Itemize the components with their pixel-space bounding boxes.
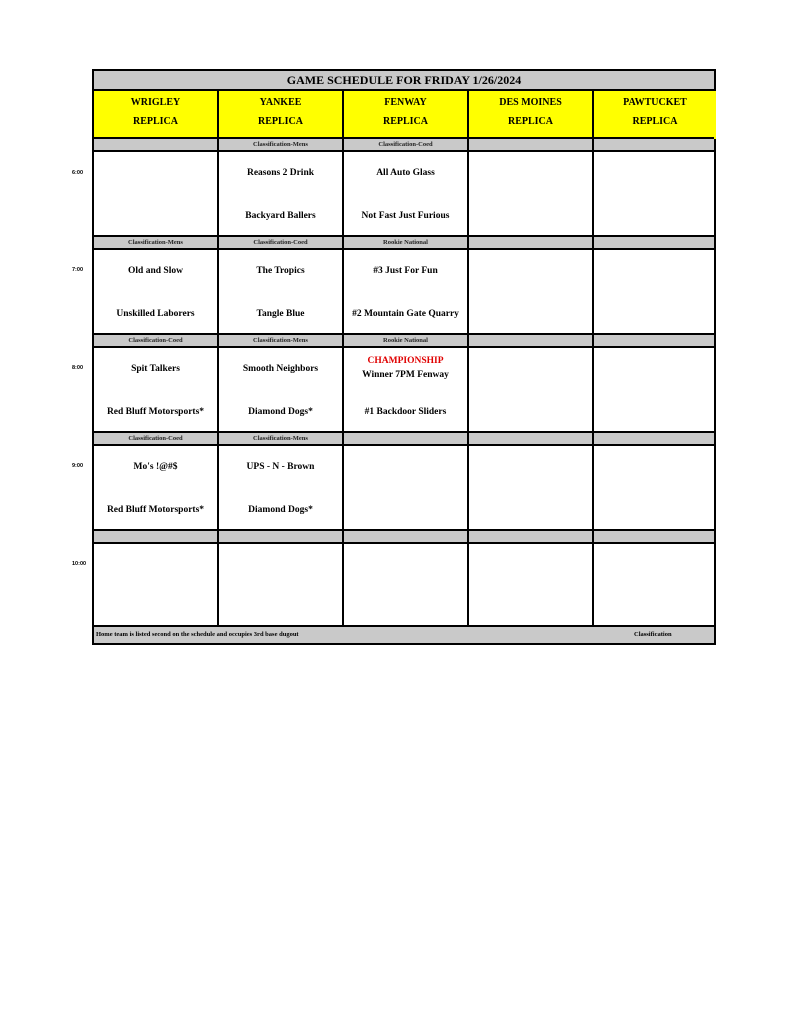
classification-label [594, 237, 716, 248]
classification-label [469, 237, 594, 248]
championship-label: CHAMPIONSHIP [367, 356, 444, 366]
field-header-fenway [344, 91, 469, 139]
team-home: Diamond Dogs* [248, 505, 313, 515]
team-away: #3 Just For Fun [373, 266, 438, 276]
game-cell [344, 446, 469, 529]
classification-label [219, 531, 344, 542]
field-sub: REPLICA [632, 116, 678, 127]
field-header-yankee [219, 91, 344, 139]
game-cell [469, 446, 594, 529]
classification-label [344, 433, 469, 444]
classification-label: Rookie National [344, 335, 469, 346]
classification-label: Classification-Mens [219, 335, 344, 346]
team-home: Backyard Ballers [245, 211, 316, 221]
team-away: Winner 7PM Fenway [362, 370, 449, 380]
field-sub: REPLICA [132, 116, 178, 127]
team-away: UPS - N - Brown [246, 462, 315, 472]
schedule-footer [94, 625, 714, 643]
game-cell [94, 152, 219, 235]
classification-label [469, 335, 594, 346]
time-label: 6:00 [72, 170, 84, 176]
team-away: Spit Talkers [131, 364, 180, 374]
game-cell [219, 544, 344, 627]
team-home: Not Fast Just Furious [361, 211, 450, 221]
game-cell [219, 348, 344, 431]
time-label: 7:00 [72, 267, 84, 273]
classification-label: Classification-Coed [94, 433, 219, 444]
classification-label [469, 531, 594, 542]
classification-label: Classification-Mens [219, 433, 344, 444]
game-cell [94, 250, 219, 333]
classification-label [594, 433, 716, 444]
classification-label [594, 139, 716, 150]
game-cell [94, 446, 219, 529]
classification-label [594, 335, 716, 346]
classification-label: Rookie National [344, 237, 469, 248]
team-home: #2 Mountain Gate Quarry [352, 309, 459, 319]
team-away: Smooth Neighbors [242, 364, 319, 374]
field-sub: REPLICA [507, 116, 553, 127]
field-name: DES MOINES [499, 97, 562, 108]
field-name: WRIGLEY [130, 97, 181, 108]
time-label: 9:00 [72, 463, 84, 469]
field-name: PAWTUCKET [623, 97, 687, 108]
field-header-pawtucket [594, 91, 716, 139]
field-header-des-moines [469, 91, 594, 139]
game-cell [594, 446, 716, 529]
field-sub: REPLICA [382, 116, 428, 127]
game-cell [94, 348, 219, 431]
game-cell [594, 544, 716, 627]
team-home: Unskilled Laborers [116, 309, 195, 319]
classification-label: Classification-Mens [94, 237, 219, 248]
classification-label [344, 531, 469, 542]
time-label: 8:00 [72, 365, 84, 371]
team-away: Reasons 2 Drink [246, 168, 315, 178]
classification-label: Classification-Mens [219, 139, 344, 150]
schedule-title: GAME SCHEDULE FOR FRIDAY 1/26/2024 [94, 71, 714, 91]
team-home: Red Bluff Motorsports* [106, 505, 205, 515]
classification-label [469, 433, 594, 444]
classification-label [94, 139, 219, 150]
game-cell [344, 544, 469, 627]
classification-label [469, 139, 594, 150]
game-cell [219, 446, 344, 529]
game-cell [219, 250, 344, 333]
classification-label: Classification-Coed [344, 139, 469, 150]
team-home: Red Bluff Motorsports* [106, 407, 205, 417]
game-cell [594, 250, 716, 333]
team-away: All Auto Glass [376, 168, 435, 178]
game-cell-championship [344, 348, 469, 431]
game-cell [469, 250, 594, 333]
game-cell [344, 152, 469, 235]
game-cell [469, 544, 594, 627]
team-home: Tangle Blue [256, 309, 305, 319]
team-away: The Tropics [256, 266, 305, 276]
classification-footer-label: Classification [634, 631, 672, 638]
classification-band [94, 333, 714, 348]
schedule-table [92, 69, 716, 645]
classification-band [94, 235, 714, 250]
game-cell [94, 544, 219, 627]
team-home: #1 Backdoor Sliders [364, 407, 447, 417]
classification-band [94, 529, 714, 544]
field-name: YANKEE [259, 97, 302, 108]
team-away: Mo's !@#$ [133, 462, 178, 472]
classification-band [94, 431, 714, 446]
game-cell [594, 152, 716, 235]
classification-label: Classification-Coed [94, 335, 219, 346]
field-header-wrigley [94, 91, 219, 139]
field-name: FENWAY [384, 97, 427, 108]
classification-label: Classification-Coed [219, 237, 344, 248]
game-cell [344, 250, 469, 333]
classification-label [94, 531, 219, 542]
game-cell [219, 152, 344, 235]
field-sub: REPLICA [257, 116, 303, 127]
home-team-note: Home team is listed second on the schedule and occupies 3rd base dugout [96, 631, 299, 638]
classification-label [594, 531, 716, 542]
game-cell [469, 152, 594, 235]
time-label: 10:00 [72, 561, 87, 567]
team-home: Diamond Dogs* [248, 407, 313, 417]
game-cell [594, 348, 716, 431]
classification-band [94, 137, 714, 152]
game-cell [469, 348, 594, 431]
team-away: Old and Slow [128, 266, 183, 276]
